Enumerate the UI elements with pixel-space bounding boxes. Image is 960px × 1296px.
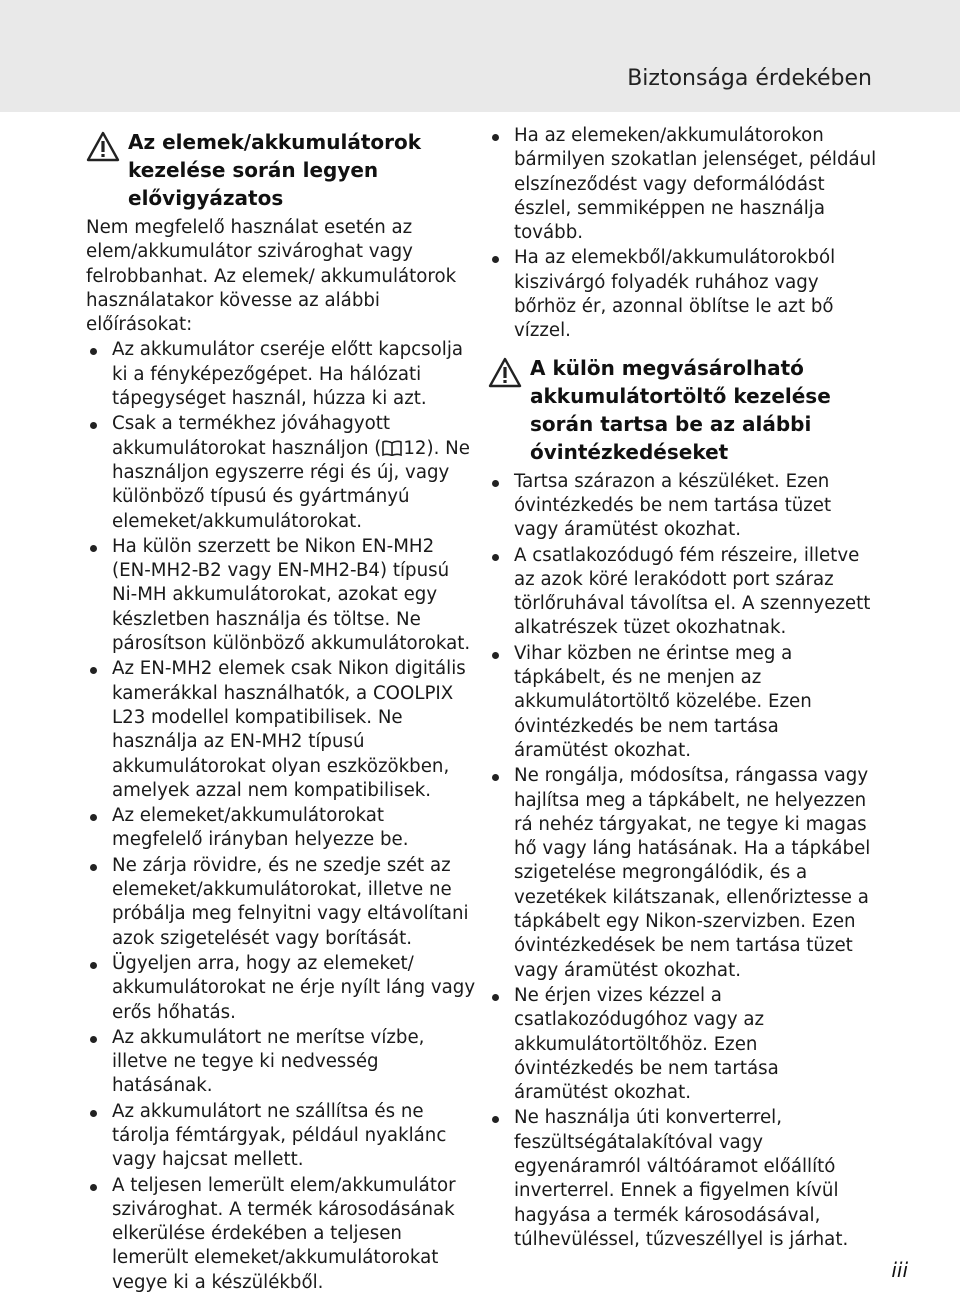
left-column: [86, 124, 476, 1296]
right-column: [488, 124, 878, 1253]
page-header-band: [0, 0, 960, 112]
list-item-text: Csak a termékhez jóváhagyott akkumulátorokat használjon (: [112, 413, 390, 459]
list-item: Ha az elemeken/akkumulátorokon bármilyen szokatlan jelenséget, például elszíneződést vagy deformálódást észlel, semmiképpen ne használja tovább.: [488, 124, 878, 245]
list-item: Ne rongálja, módosítsa, rángassa vagy hajlítsa meg a tápkábelt, ne helyezzen rá nehéz tárgyakat, ne tegye ki magas hő vagy láng hatásának. Ha a tápkábel szigetelése megrongálódik, és a vezetékek kilátszanak, ellenőriztesse a tápkábelt egy Nikon-szervizben. Ezen óvintézkedések be nem tartása tüzet vagy áramütést okozhat.: [488, 764, 878, 983]
book-reference-icon: [382, 440, 402, 456]
list-item: Ne érjen vizes kézzel a csatlakozódugóhoz vagy az akkumulátortöltőhöz. Ezen óvintézkedés be nem tartása áramütést okozhat.: [488, 984, 878, 1105]
list-item: Az akkumulátort ne szállítsa és ne tárolja fémtárgyak, például nyaklánc vagy hajcsat mellett.: [86, 1100, 476, 1173]
list-item: Ne használja úti konverterrel, feszültségátalakítóval vagy egyenáramról váltóáramot előállító inverterrel. Ennek a figyelmen kívül hagyása a termék károsodásával, túlhevüléssel, tűzveszéllyel is járhat.: [488, 1106, 878, 1252]
battery-bullet-list: [86, 338, 476, 1295]
battery-caution-heading: Az elemek/akkumulátorok kezelése során legyen elővigyázatos: [128, 130, 422, 210]
page-reference: 12: [403, 437, 427, 459]
list-item: Ügyeljen arra, hogy az elemeket/ akkumulátorokat ne érje nyílt láng vagy erős hőhatás.: [86, 952, 476, 1025]
list-item: A teljesen lemerült elem/akkumulátor szivároghat. A termék károsodásának elkerülése érdekében a teljesen lemerült elemeket/akkumulátorokat vegye ki a készülékből.: [86, 1174, 476, 1295]
page-number: iii: [891, 1258, 908, 1282]
list-item-text: ). Ne használjon egyszerre régi és új, vagy különböző típusú és gyártmányú elemeket/akkumulátorokat.: [112, 437, 470, 532]
battery-caution-heading-block: [86, 128, 476, 212]
charger-caution-heading: A külön megvásárolható akkumulátortöltő kezelése során tartsa be az alábbi óvintézkedéseket: [530, 355, 831, 464]
section-title: Biztonsága érdekében: [627, 66, 872, 91]
list-item: Tartsa szárazon a készüléket. Ezen óvintézkedés be nem tartása tüzet vagy áramütést okozhat.: [488, 470, 878, 543]
warning-triangle-icon: [86, 131, 120, 162]
list-item: [86, 412, 476, 533]
list-item: Ha külön szerzett be Nikon EN-MH2 (EN-MH2-B2 vagy EN-MH2-B4) típusú Ni-MH akkumulátorokat, azokat egy készletben használja és töltse. Ne párosítson különböző akkumulátorokat.: [86, 535, 476, 656]
battery-intro-text: Nem megfelelő használat esetén az elem/akkumulátor szivároghat vagy felrobbanhat. Az elemek/ akkumulátorok használatakor kövesse az alábbi előírásokat:: [86, 217, 457, 336]
list-item: Ne zárja rövidre, és ne szedje szét az elemeket/akkumulátorokat, illetve ne próbálja meg felnyitni vagy eltávolítani azok szigetelését vagy borítását.: [86, 854, 476, 951]
warning-triangle-icon: [488, 357, 522, 388]
list-item: Az elemeket/akkumulátorokat megfelelő irányban helyezze be.: [86, 804, 476, 853]
list-item: Az EN-MH2 elemek csak Nikon digitális kamerákkal használhatók, a COOLPIX L23 modellel kompatibilisek. Ne használja az EN-MH2 típusú akkumulátorokat olyan eszközökben, amelyek azzal nem kompatibilisek.: [86, 657, 476, 803]
charger-bullet-list: [488, 470, 878, 1253]
list-item: Az akkumulátort ne merítse vízbe, illetve ne tegye ki nedvesség hatásának.: [86, 1026, 476, 1099]
charger-caution-heading-block: [488, 354, 878, 466]
list-item: A csatlakozódugó fém részeire, illetve az azok köré lerakódott port száraz törlőruhával távolítsa el. A szennyezett alkatrészek tüzet okozhatnak.: [488, 544, 878, 641]
battery-bullet-list-continued: [488, 124, 878, 344]
list-item: Vihar közben ne érintse meg a tápkábelt, és ne menjen az akkumulátortöltő közelébe. Ezen óvintézkedés be nem tartása áramütést okozhat.: [488, 642, 878, 763]
list-item: Az akkumulátor cseréje előtt kapcsolja ki a fényképezőgépet. Ha hálózati tápegységet használ, húzza ki azt.: [86, 338, 476, 411]
list-item: Ha az elemekből/akkumulátorokból kiszivárgó folyadék ruhához vagy bőrhöz ér, azonnal öblítse le azt bő vízzel.: [488, 246, 878, 343]
